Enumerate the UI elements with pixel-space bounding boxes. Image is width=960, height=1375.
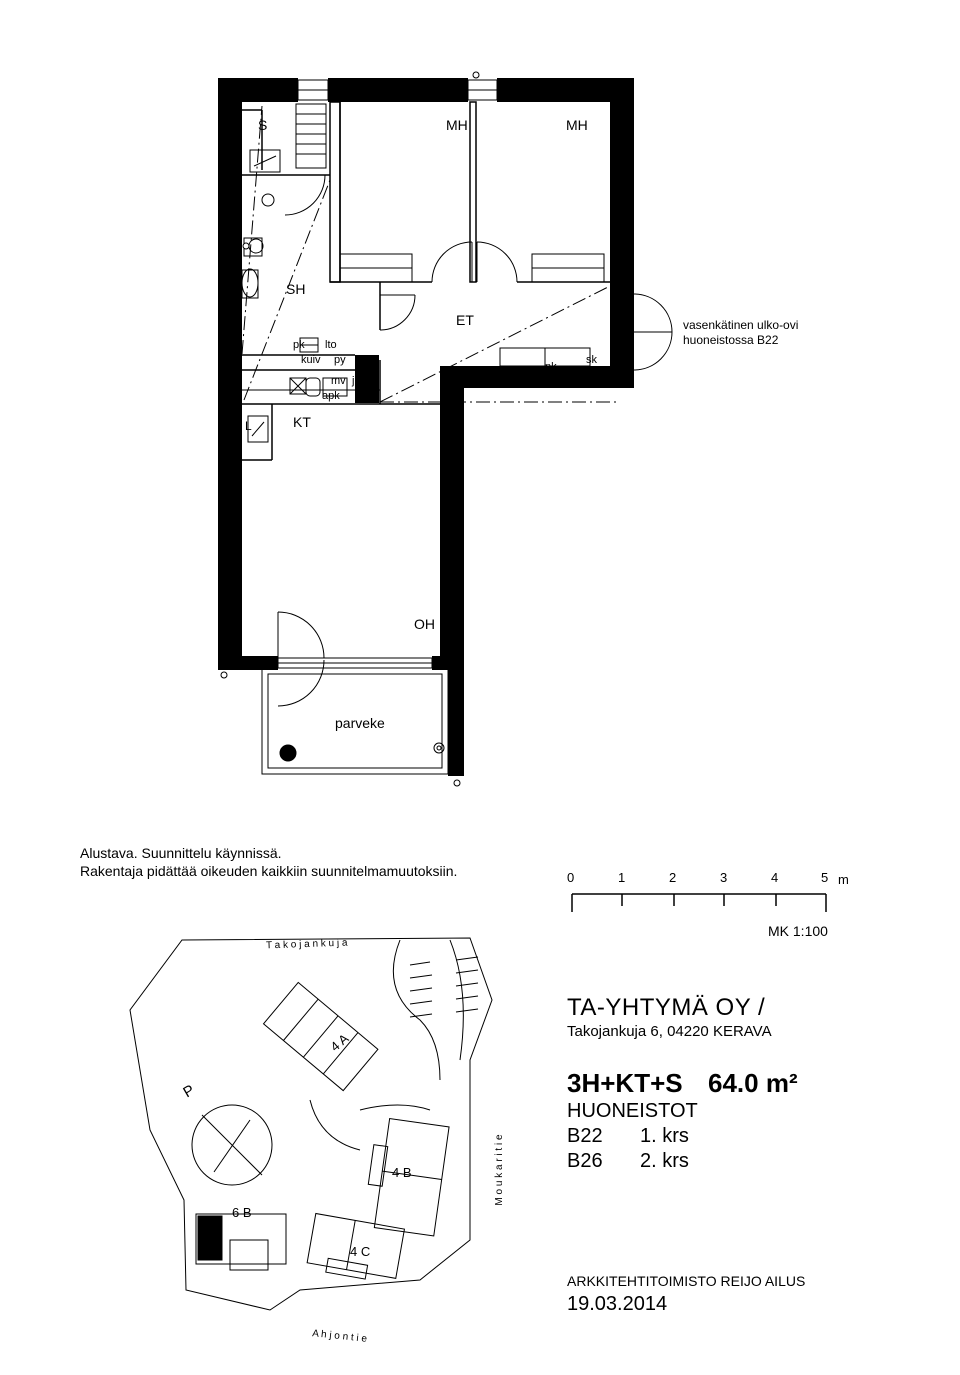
- fixture-label-mv: mv: [331, 375, 346, 387]
- scale-tick-3: 3: [720, 870, 728, 885]
- street-label-takojankuja: T a k o j a n k u j a: [265, 937, 348, 952]
- unit-id-2: B26: [567, 1150, 603, 1172]
- unit-id-1: B22: [567, 1125, 603, 1147]
- scale-tick-0: 0: [567, 870, 575, 885]
- bathroom-fixtures: [242, 194, 380, 442]
- room-label-kitchen: KT: [293, 414, 311, 430]
- unit-floor-1: 1. krs: [640, 1125, 689, 1147]
- scale-tick-1: 1: [618, 870, 626, 885]
- building-label-4b: 4 B: [392, 1165, 412, 1180]
- room-label-sauna: S: [258, 117, 268, 133]
- fixture-label-jk: jk: [352, 375, 360, 387]
- building-label-4c: 4 C: [350, 1244, 371, 1259]
- plan-date: 19.03.2014: [567, 1293, 668, 1315]
- room-label-bedroom-1: MH: [446, 117, 468, 133]
- room-label-living-room: OH: [414, 616, 435, 632]
- scale-unit: m: [838, 872, 849, 887]
- exterior-walls: [218, 78, 634, 776]
- scale-bar: [572, 894, 826, 912]
- fixture-label-pak: pak: [358, 391, 376, 403]
- apartment-area: 64.0 m²: [708, 1068, 798, 1098]
- fixture-label-pk: pk: [293, 339, 305, 351]
- room-label-bathroom: SH: [286, 281, 306, 297]
- disclaimer-line-2: Rakentaja pidättää oikeuden kaikkiin suunnitelmamuutoksiin.: [80, 863, 458, 879]
- door-note-line-1: vasenkätinen ulko-ovi: [683, 318, 799, 332]
- scale-label: MK 1:100: [768, 923, 828, 939]
- street-label-ahjontie: A h j o n t i e: [311, 1328, 368, 1345]
- apartments-heading: HUONEISTOT: [567, 1100, 698, 1122]
- fixture-label-apk: apk: [322, 390, 340, 402]
- room-label-balcony: parveke: [335, 715, 385, 731]
- company-name: TA-YHTYMÄ OY /: [567, 994, 766, 1021]
- street-label-moukaritie: M o u k a r i t i e: [494, 1134, 505, 1206]
- company-address: Takojankuja 6, 04220 KERAVA: [567, 1023, 772, 1040]
- fixture-label-py: py: [334, 354, 346, 366]
- door-note-line-2: huoneistossa B22: [683, 333, 779, 347]
- fixture-label-kuiv: kuiv: [301, 354, 321, 366]
- fixture-label-lto: lto: [325, 339, 337, 351]
- scale-tick-5: 5: [821, 870, 829, 885]
- architect-name: ARKKITEHTITOIMISTO REIJO AILUS: [567, 1273, 806, 1289]
- fixture-label-sk: sk: [586, 354, 597, 366]
- apartment-type: 3H+KT+S: [567, 1068, 683, 1098]
- fixture-label-nk: nk: [545, 361, 557, 373]
- room-label-bedroom-2: MH: [566, 117, 588, 133]
- disclaimer-line-1: Alustava. Suunnittelu käynnissä.: [80, 845, 282, 861]
- room-label-storage: L: [245, 419, 252, 433]
- building-label-6b: 6 B: [232, 1205, 252, 1220]
- parking-label: P: [180, 1081, 198, 1102]
- site-plan: [130, 938, 492, 1310]
- scale-tick-2: 2: [669, 870, 677, 885]
- room-label-hall: ET: [456, 312, 474, 328]
- scale-tick-4: 4: [771, 870, 779, 885]
- building-label-4a: 4 A: [327, 1030, 352, 1055]
- unit-floor-2: 2. krs: [640, 1150, 689, 1172]
